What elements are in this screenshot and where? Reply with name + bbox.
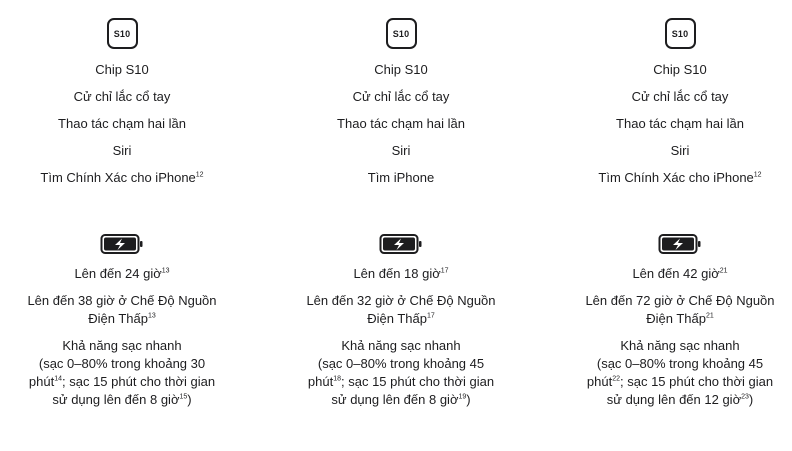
- battery-low-power-text: Lên đến 38 giờ ở Chế Độ Nguồn Điện Thấp: [27, 293, 217, 326]
- footnote-ref[interactable]: 19: [458, 393, 467, 401]
- feature-double-tap: Thao tác chạm hai lần: [616, 116, 744, 131]
- battery-standard-text: Lên đến 18 giờ: [353, 266, 441, 281]
- fast-charge-title: Khả năng sạc nhanh: [341, 338, 461, 353]
- battery-low-power: [27, 292, 217, 328]
- footnote-ref[interactable]: 13: [161, 267, 170, 275]
- battery-fast-charge: [580, 337, 780, 409]
- fast-charge-detail-b: ; sạc 15 phút cho thời gian sử dụng lên đến 8 giờ: [331, 374, 495, 407]
- battery-charging-icon: [100, 231, 144, 257]
- battery-fast-charge: [22, 337, 222, 409]
- footnote-ref[interactable]: 13: [147, 312, 156, 320]
- feature-list: [337, 56, 465, 191]
- fast-charge-detail-b: ; sạc 15 phút cho thời gian sử dụng lên đến 12 giờ: [606, 374, 774, 407]
- footnote-ref[interactable]: 12: [753, 171, 762, 179]
- chip-icon: S10: [107, 18, 138, 49]
- footnote-ref[interactable]: 17: [426, 312, 435, 320]
- battery-low-power: [585, 292, 775, 328]
- fast-charge-detail-a: (sạc 0–80% trong khoảng 30 phút: [28, 356, 206, 389]
- battery-low-power-text: Lên đến 32 giờ ở Chế Độ Nguồn Điện Thấp: [306, 293, 496, 326]
- battery-list: [22, 265, 222, 418]
- footnote-ref[interactable]: 12: [195, 171, 204, 179]
- feature-find-iphone: [40, 164, 203, 191]
- feature-chip: Chip S10: [653, 62, 707, 77]
- battery-standard: [74, 265, 169, 283]
- battery-fast-charge: [301, 337, 501, 409]
- fast-charge-detail-b: ; sạc 15 phút cho thời gian sử dụng lên đến 8 giờ: [52, 374, 216, 407]
- feature-list: [40, 56, 203, 191]
- footnote-ref[interactable]: 23: [741, 393, 749, 401]
- chip-icon: S10: [665, 18, 696, 49]
- footnote-ref[interactable]: 14: [54, 375, 63, 383]
- battery-standard-text: Lên đến 24 giờ: [74, 266, 162, 281]
- feature-wrist-flick: Cử chỉ lắc cổ tay: [73, 89, 171, 104]
- fast-charge-close: ): [187, 392, 192, 407]
- battery-standard-text: Lên đến 42 giờ: [632, 266, 720, 281]
- feature-find-iphone: [368, 164, 434, 191]
- footnote-ref[interactable]: 22: [612, 375, 621, 383]
- fast-charge-title: Khả năng sạc nhanh: [620, 338, 740, 353]
- fast-charge-detail-a: (sạc 0–80% trong khoảng 45 phút: [307, 356, 485, 389]
- battery-list: [301, 265, 501, 418]
- feature-siri: Siri: [670, 143, 690, 158]
- feature-siri: Siri: [391, 143, 411, 158]
- feature-siri: Siri: [112, 143, 132, 158]
- fast-charge-close: ): [748, 392, 754, 407]
- feature-double-tap: Thao tác chạm hai lần: [337, 116, 465, 131]
- feature-chip: Chip S10: [95, 62, 149, 77]
- fast-charge-close: ): [466, 392, 471, 407]
- battery-standard: [353, 265, 448, 283]
- footnote-ref[interactable]: 21: [719, 267, 728, 275]
- feature-find-iphone-label: Tìm Chính Xác cho iPhone: [598, 170, 754, 185]
- footnote-ref[interactable]: 17: [440, 267, 449, 275]
- feature-wrist-flick: Cử chỉ lắc cổ tay: [631, 89, 729, 104]
- battery-low-power: [306, 292, 496, 328]
- feature-find-iphone-label: Tìm Chính Xác cho iPhone: [40, 170, 196, 185]
- feature-wrist-flick: Cử chỉ lắc cổ tay: [352, 89, 450, 104]
- chip-icon: S10: [386, 18, 417, 49]
- fast-charge-title: Khả năng sạc nhanh: [62, 338, 182, 353]
- feature-find-iphone: [598, 164, 761, 191]
- battery-standard: [632, 265, 727, 283]
- footnote-ref[interactable]: 18: [333, 375, 342, 383]
- battery-low-power-text: Lên đến 72 giờ ở Chế Độ Nguồn Điện Thấp: [585, 293, 775, 326]
- footnote-ref[interactable]: 15: [179, 393, 188, 401]
- footnote-ref[interactable]: 21: [705, 312, 714, 320]
- feature-find-iphone-label: Tìm iPhone: [367, 170, 435, 185]
- battery-charging-icon: [379, 231, 423, 257]
- model-column: [2, 0, 242, 418]
- feature-list: [598, 56, 761, 191]
- model-column: [281, 0, 521, 418]
- feature-double-tap: Thao tác chạm hai lần: [58, 116, 186, 131]
- fast-charge-detail-a: (sạc 0–80% trong khoảng 45 phút: [586, 356, 764, 389]
- model-column: [560, 0, 792, 418]
- feature-chip: Chip S10: [374, 62, 428, 77]
- battery-charging-icon: [658, 231, 702, 257]
- battery-list: [580, 265, 780, 418]
